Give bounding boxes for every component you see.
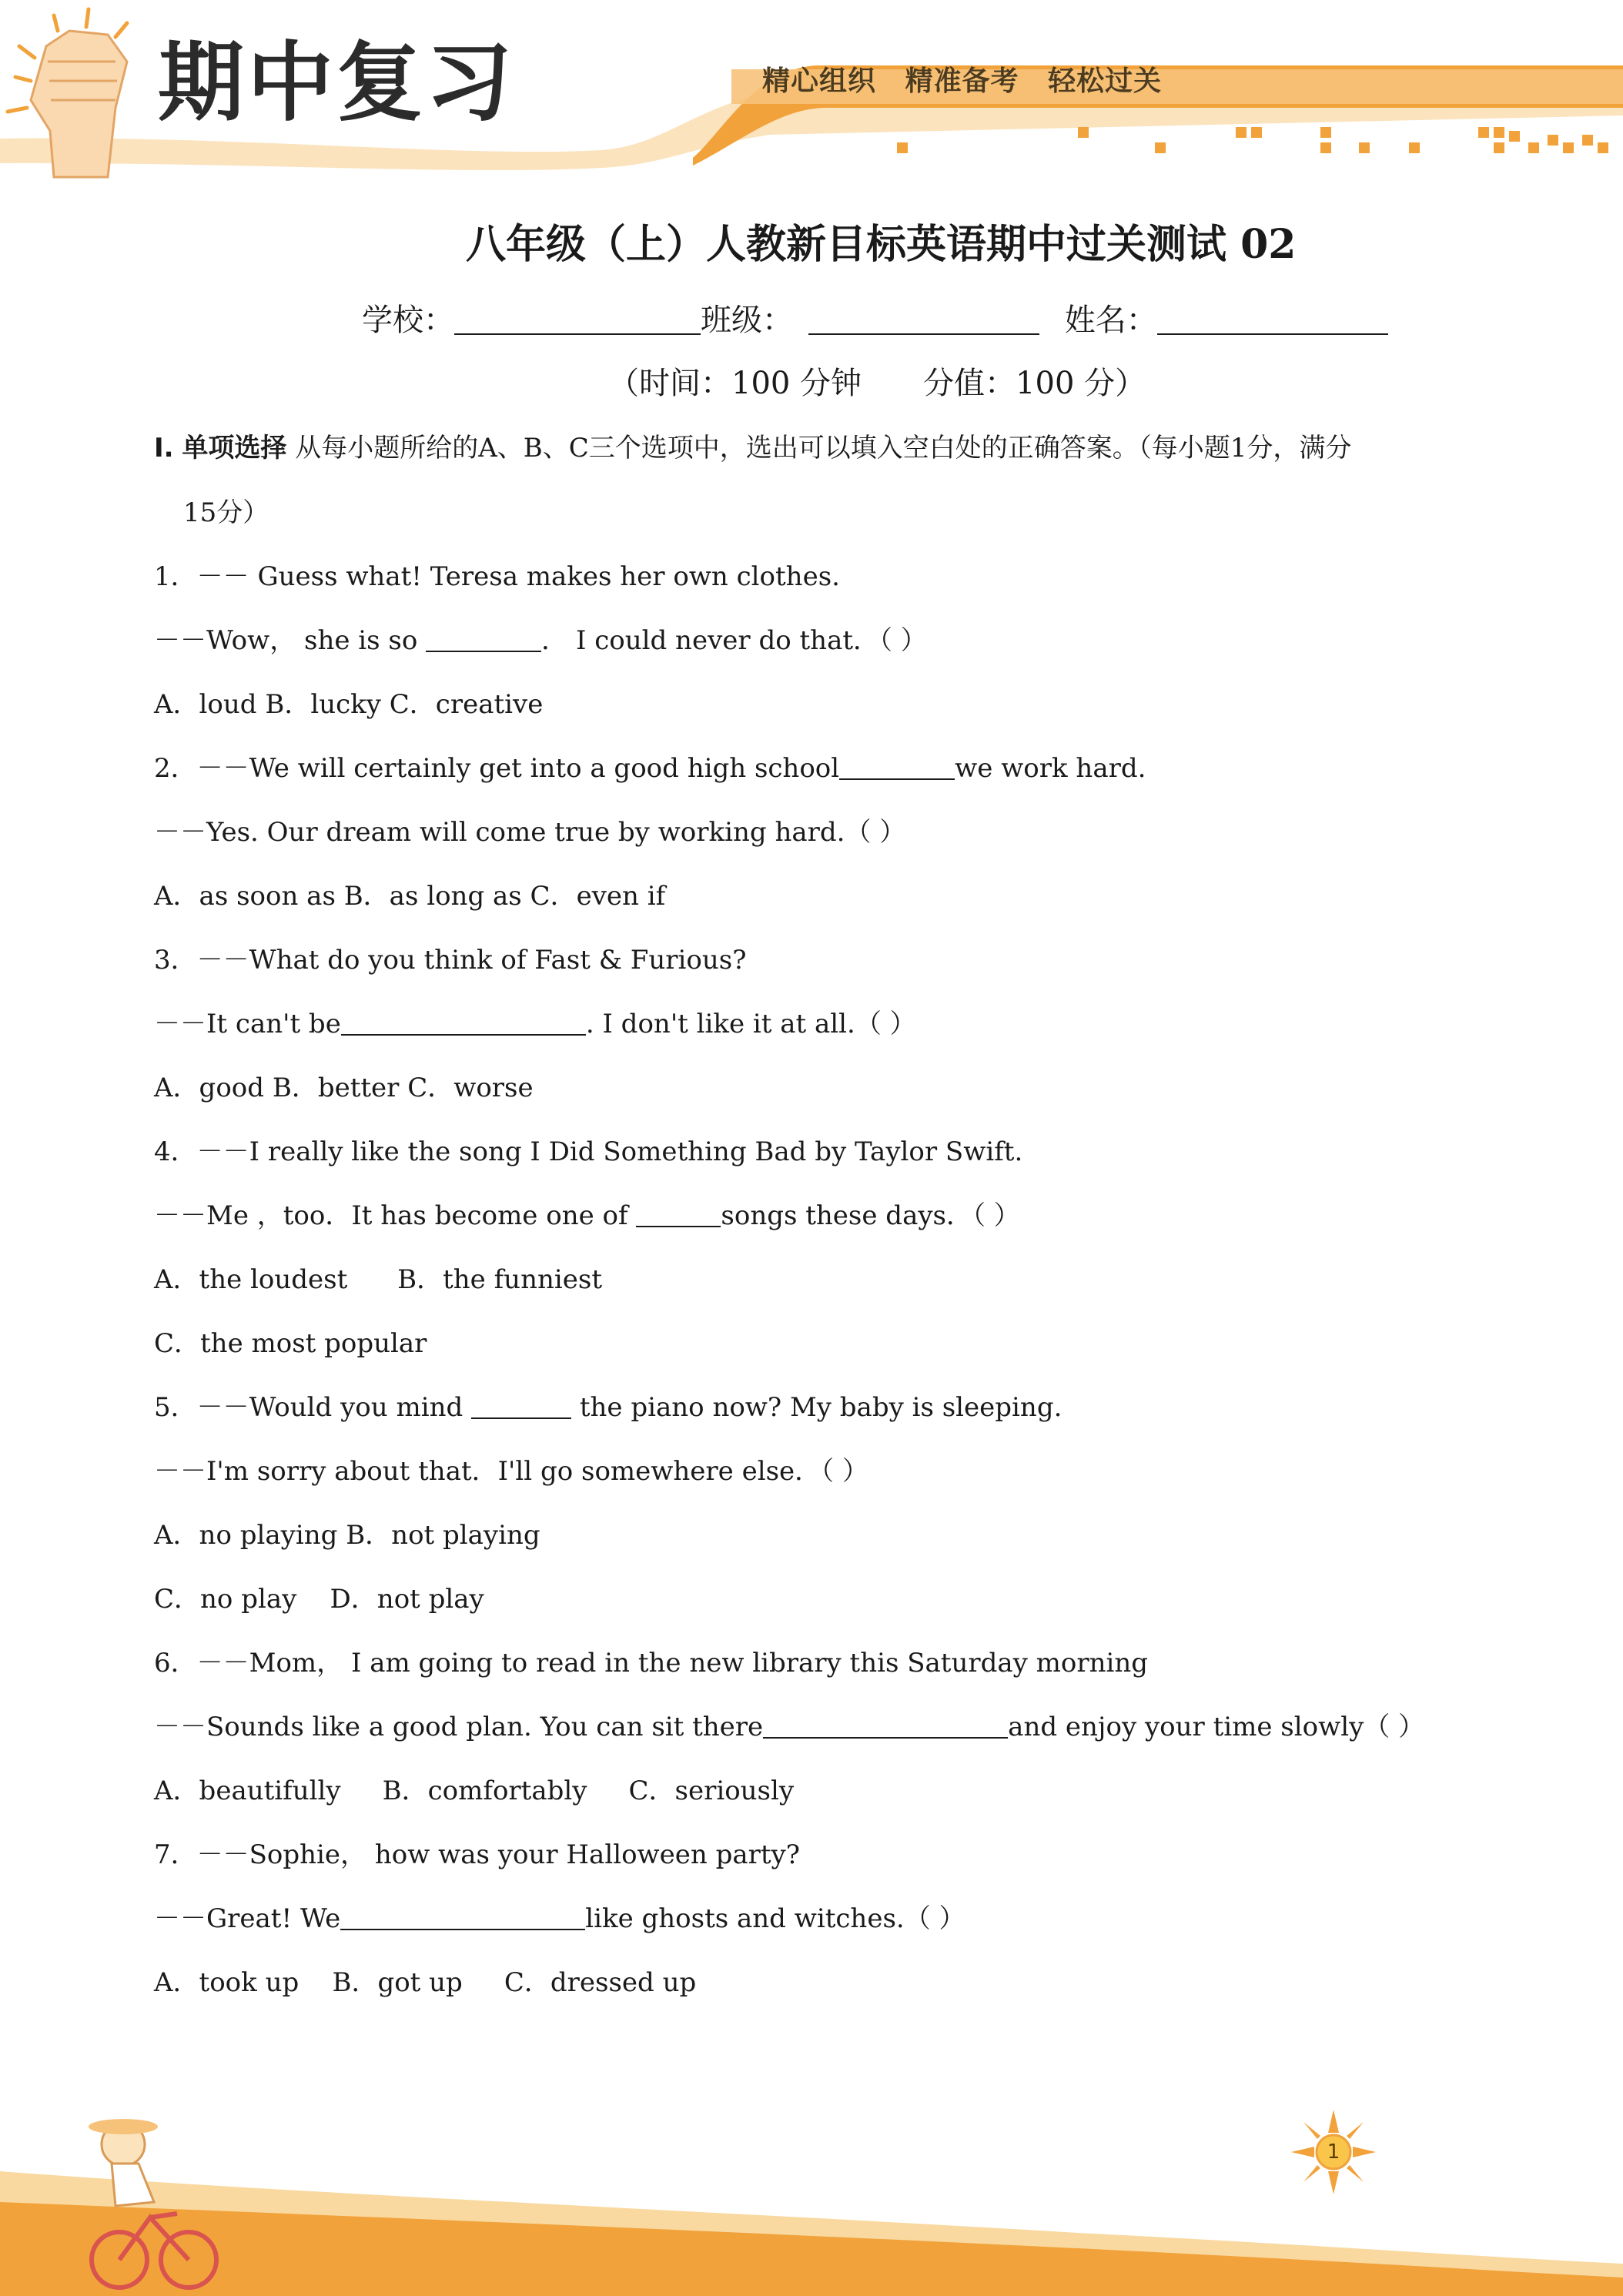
exam-meta-row bbox=[608, 362, 1146, 405]
question-5-options-1: A．no playing B．not playing bbox=[154, 1520, 540, 1551]
class-field[interactable] bbox=[808, 303, 1039, 335]
question-4-options-1: A．the loudest B．the funniest bbox=[154, 1264, 602, 1295]
q4-response-pre: －－Me ，too．It has become one of bbox=[154, 1200, 637, 1231]
question-7-response bbox=[154, 1897, 965, 1940]
footer-graphic bbox=[0, 2079, 1623, 2296]
q3-response-pre: －－It can't be bbox=[154, 1009, 341, 1039]
section-heading: 单项选择 bbox=[182, 433, 287, 464]
question-4-response bbox=[154, 1194, 1020, 1237]
q4-response-post: songs these days．（ ） bbox=[721, 1200, 1020, 1231]
slogan-3: 轻松过关 bbox=[1048, 65, 1163, 97]
q5-prompt-post: the piano now? My baby is sleeping. bbox=[571, 1392, 1062, 1423]
question-4-prompt: 4．－－I really like the song I Did Something Bad by Taylor Swift. bbox=[154, 1136, 1023, 1167]
question-5-prompt bbox=[154, 1386, 1062, 1429]
banner-slogan bbox=[762, 65, 1180, 97]
question-1-prompt: 1．－－ Guess what! Teresa makes her own clothes. bbox=[154, 561, 840, 592]
question-2-prompt bbox=[154, 747, 1146, 790]
question-6-options: A．beautifully B．comfortably C．seriously bbox=[154, 1776, 795, 1806]
q6-response-post: and enjoy your time slowly（ ） bbox=[1008, 1712, 1425, 1742]
section-instruction-cont: 15分） bbox=[183, 497, 269, 528]
question-3-options: A．good B．better C．worse bbox=[154, 1073, 534, 1103]
footer-decoration bbox=[0, 2079, 1623, 2296]
question-3-response bbox=[154, 1002, 916, 1046]
q6-response-pre: －－Sounds like a good plan. You can sit there bbox=[154, 1712, 764, 1742]
question-5-options-2: C．no play D．not play bbox=[154, 1584, 484, 1615]
q7-response-post: like ghosts and witches.（ ） bbox=[585, 1903, 965, 1934]
banner-title: 期中复习 bbox=[158, 33, 515, 133]
slogan-2: 精准备考 bbox=[905, 65, 1019, 97]
name-label: 姓名： bbox=[1064, 303, 1157, 338]
question-2-options: A．as soon as B．as long as C．even if bbox=[154, 881, 666, 912]
q2-blank[interactable] bbox=[839, 754, 955, 780]
question-7-prompt: 7．－－Sophie， how was your Halloween party? bbox=[154, 1839, 800, 1870]
class-label: 班级： bbox=[701, 303, 793, 338]
q5-blank[interactable] bbox=[471, 1393, 571, 1419]
question-7-options: A．took up B．got up C．dressed up bbox=[154, 1967, 697, 1998]
header-banner bbox=[0, 0, 1623, 185]
q4-blank[interactable] bbox=[636, 1201, 721, 1227]
q6-blank[interactable] bbox=[763, 1712, 1008, 1739]
q5-prompt-pre: 5．－－Would you mind bbox=[154, 1392, 472, 1423]
q1-response-pre: －－Wow， she is so bbox=[154, 625, 427, 656]
q7-response-pre: －－Great! We bbox=[154, 1903, 341, 1934]
exam-time: （时间：100 分钟 bbox=[608, 366, 862, 401]
q1-response-post: ． I could never do that．（ ） bbox=[541, 625, 927, 656]
school-field[interactable] bbox=[454, 303, 701, 335]
school-label: 学校： bbox=[362, 303, 454, 338]
question-1-options: A．loud B．lucky C．creative bbox=[154, 689, 544, 720]
q2-prompt-pre: 2．－－We will certainly get into a good high school bbox=[154, 753, 840, 784]
exam-score: 分值：100 分） bbox=[923, 366, 1146, 401]
question-2-response: －－Yes. Our dream will come true by working hard.（ ） bbox=[154, 817, 906, 848]
slogan-1: 精心组织 bbox=[762, 65, 877, 97]
document-title: 八年级（上）人教新目标英语期中过关测试 02 bbox=[466, 221, 1297, 268]
q3-blank[interactable] bbox=[341, 1009, 586, 1036]
question-5-response: －－I'm sorry about that．I'll go somewhere else．（ ） bbox=[154, 1456, 868, 1487]
question-6-response bbox=[154, 1705, 1424, 1749]
q3-response-post: . I don't like it at all.（ ） bbox=[585, 1009, 916, 1039]
question-1-response bbox=[154, 619, 927, 662]
question-3-prompt: 3．－－What do you think of Fast & Furious? bbox=[154, 945, 747, 976]
page-number: 1 bbox=[1327, 2140, 1340, 2164]
q2-prompt-post: we work hard. bbox=[955, 753, 1146, 784]
question-4-options-2: C．the most popular bbox=[154, 1328, 427, 1359]
question-6-prompt: 6．－－Mom， I am going to read in the new library this Saturday morning bbox=[154, 1648, 1149, 1678]
name-field[interactable] bbox=[1157, 303, 1388, 335]
section-number: I. bbox=[154, 433, 174, 464]
section-1-header bbox=[154, 427, 1351, 470]
student-info-row bbox=[362, 299, 1388, 342]
q1-blank[interactable] bbox=[426, 626, 541, 652]
section-instruction: 从每小题所给的A、B、C三个选项中，选出可以填入空白处的正确答案。（每小题1分，满分 bbox=[295, 433, 1352, 464]
title-wrapper bbox=[0, 218, 1623, 272]
q7-blank[interactable] bbox=[340, 1904, 585, 1930]
